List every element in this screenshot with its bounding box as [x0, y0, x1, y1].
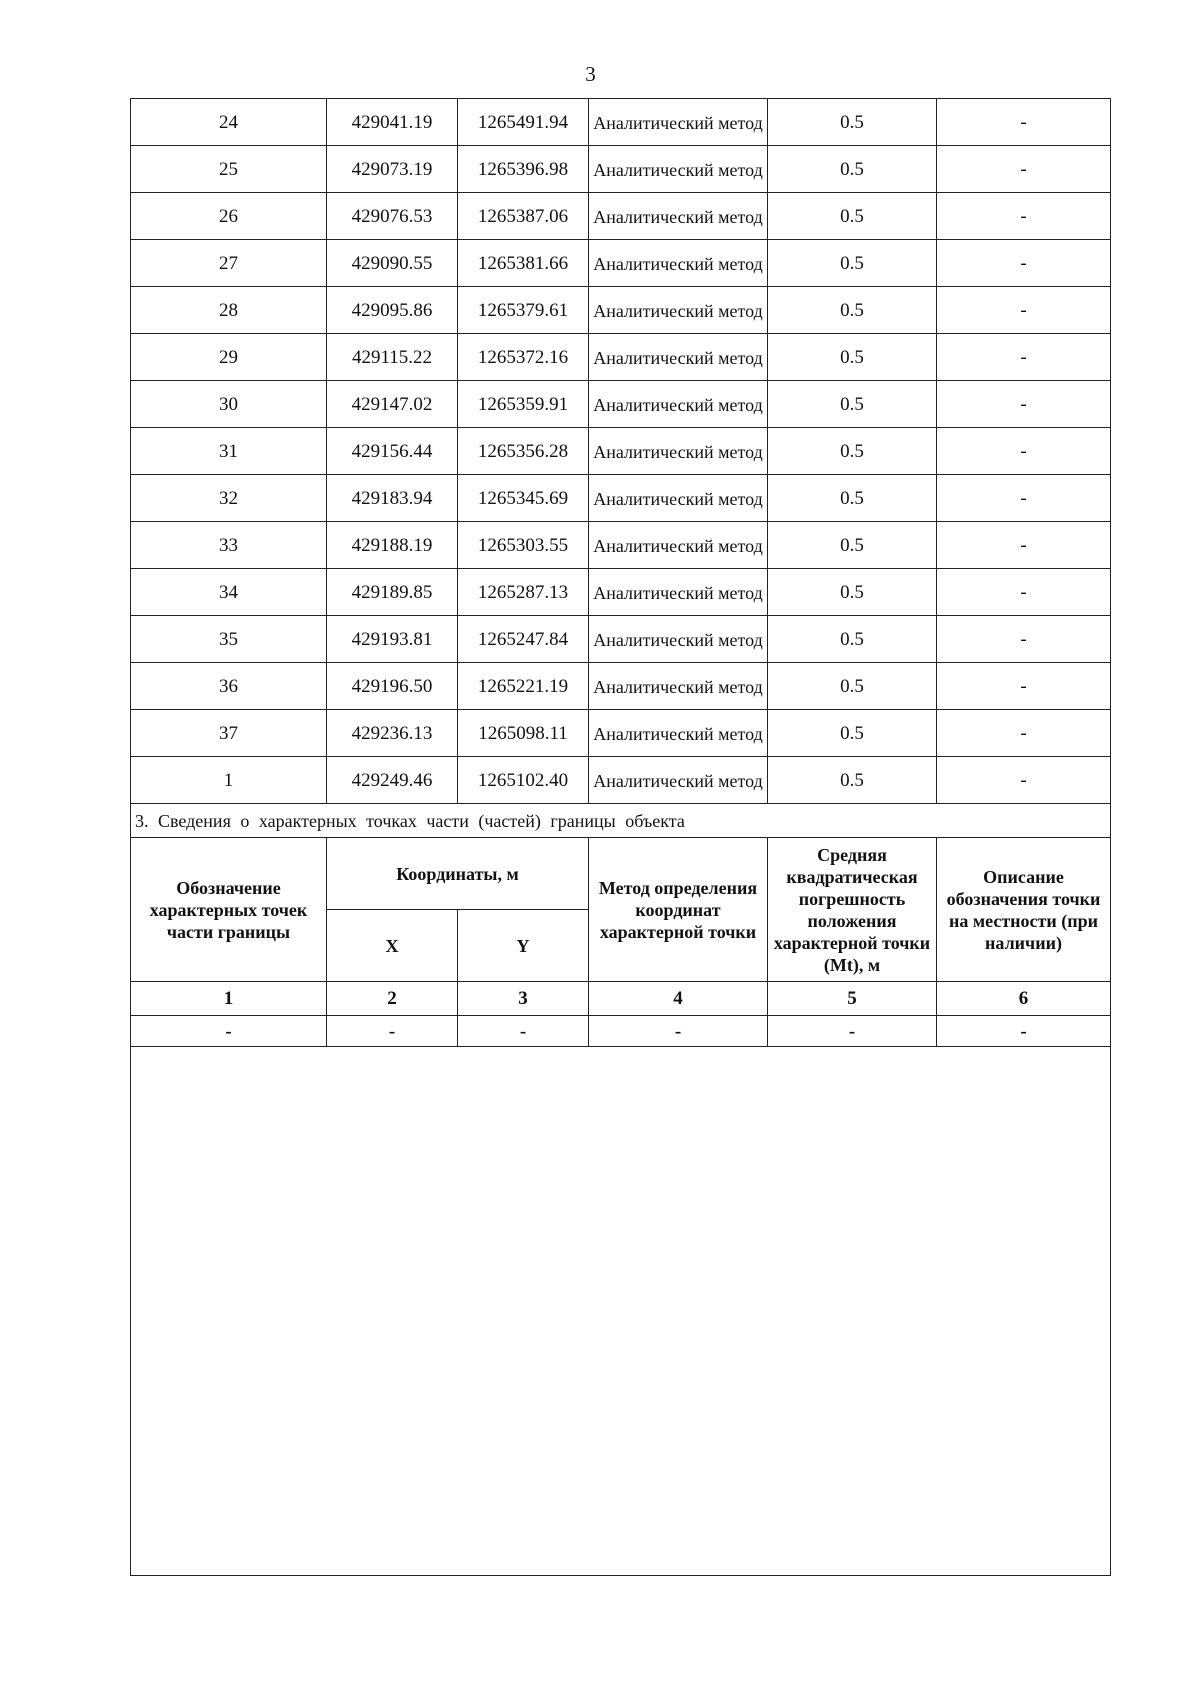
column-number: 6 — [937, 982, 1111, 1016]
coord-y: 1265379.61 — [458, 287, 589, 334]
coord-x: 429156.44 — [327, 428, 458, 475]
table-row — [131, 663, 1111, 710]
table-row — [131, 428, 1111, 475]
description: - — [937, 522, 1111, 569]
point-number: 31 — [131, 428, 327, 475]
method-text: Аналитический метод — [593, 159, 763, 180]
header-coordinates: Координаты, м — [327, 838, 589, 910]
mt-value: 0.5 — [768, 569, 937, 616]
table-row — [131, 710, 1111, 757]
method-text: Аналитический метод — [593, 488, 763, 509]
header-mt: Средняя квадратическая погрешность положения характерной точки (Mt), м — [768, 838, 937, 982]
table-row — [131, 475, 1111, 522]
coord-x: 429193.81 — [327, 616, 458, 663]
table-row — [131, 240, 1111, 287]
point-number: 33 — [131, 522, 327, 569]
point-number: 24 — [131, 99, 327, 146]
point-number: 29 — [131, 334, 327, 381]
description: - — [937, 710, 1111, 757]
coord-y: 1265345.69 — [458, 475, 589, 522]
mt-value: 0.5 — [768, 193, 937, 240]
method — [589, 99, 768, 146]
method — [589, 334, 768, 381]
coord-x: 429189.85 — [327, 569, 458, 616]
method — [589, 428, 768, 475]
coord-x: 429041.19 — [327, 99, 458, 146]
section3-title-row — [131, 804, 1111, 838]
description: - — [937, 240, 1111, 287]
point-number: 30 — [131, 381, 327, 428]
point-number: 28 — [131, 287, 327, 334]
description: - — [937, 334, 1111, 381]
table-row — [131, 757, 1111, 804]
coord-y: 1265356.28 — [458, 428, 589, 475]
coord-x: 429249.46 — [327, 757, 458, 804]
coord-x: 429095.86 — [327, 287, 458, 334]
mt-value: 0.5 — [768, 475, 937, 522]
column-number: 1 — [131, 982, 327, 1016]
mt-value: 0.5 — [768, 240, 937, 287]
empty-data-row — [131, 1016, 1111, 1047]
table-row — [131, 287, 1111, 334]
point-number: 26 — [131, 193, 327, 240]
mt-value: 0.5 — [768, 522, 937, 569]
point-number: 25 — [131, 146, 327, 193]
coord-x: 429236.13 — [327, 710, 458, 757]
header-description: Описание обозначения точки на местности (при наличии) — [937, 838, 1111, 982]
description: - — [937, 193, 1111, 240]
method-text: Аналитический метод — [593, 441, 763, 462]
coord-x: 429188.19 — [327, 522, 458, 569]
method — [589, 287, 768, 334]
point-number: 1 — [131, 757, 327, 804]
method — [589, 710, 768, 757]
table-row — [131, 569, 1111, 616]
coord-y: 1265303.55 — [458, 522, 589, 569]
column-numbers-row — [131, 982, 1111, 1016]
coord-y: 1265491.94 — [458, 99, 589, 146]
coord-y: 1265396.98 — [458, 146, 589, 193]
method-text: Аналитический метод — [593, 347, 763, 368]
header-point-designation: Обозначение характерных точек части границы — [131, 838, 327, 982]
method-text: Аналитический метод — [593, 253, 763, 274]
column-number: 5 — [768, 982, 937, 1016]
empty-cell: - — [589, 1016, 768, 1047]
header-method: Метод определения координат характерной точки — [589, 838, 768, 982]
page-number: 3 — [585, 62, 596, 86]
mt-value: 0.5 — [768, 616, 937, 663]
coord-y: 1265381.66 — [458, 240, 589, 287]
empty-cell: - — [768, 1016, 937, 1047]
empty-cell: - — [327, 1016, 458, 1047]
column-number: 2 — [327, 982, 458, 1016]
coord-y: 1265247.84 — [458, 616, 589, 663]
method — [589, 146, 768, 193]
description: - — [937, 569, 1111, 616]
method-text: Аналитический метод — [593, 770, 763, 791]
method-text: Аналитический метод — [593, 535, 763, 556]
point-number: 34 — [131, 569, 327, 616]
description: - — [937, 99, 1111, 146]
description: - — [937, 663, 1111, 710]
point-number: 37 — [131, 710, 327, 757]
blank-area-row — [131, 1047, 1111, 1576]
table-row — [131, 381, 1111, 428]
empty-cell: - — [131, 1016, 327, 1047]
method — [589, 663, 768, 710]
table-row — [131, 522, 1111, 569]
blank-area — [131, 1047, 1111, 1576]
method — [589, 475, 768, 522]
coord-x: 429147.02 — [327, 381, 458, 428]
coord-x: 429196.50 — [327, 663, 458, 710]
mt-value: 0.5 — [768, 428, 937, 475]
method-text: Аналитический метод — [593, 394, 763, 415]
method-text: Аналитический метод — [593, 206, 763, 227]
point-number: 32 — [131, 475, 327, 522]
coord-x: 429076.53 — [327, 193, 458, 240]
description: - — [937, 381, 1111, 428]
description: - — [937, 475, 1111, 522]
coord-y: 1265287.13 — [458, 569, 589, 616]
mt-value: 0.5 — [768, 146, 937, 193]
empty-cell: - — [458, 1016, 589, 1047]
mt-value: 0.5 — [768, 287, 937, 334]
coord-y: 1265102.40 — [458, 757, 589, 804]
method — [589, 757, 768, 804]
header-x: X — [327, 910, 458, 982]
method — [589, 569, 768, 616]
mt-value: 0.5 — [768, 99, 937, 146]
description: - — [937, 428, 1111, 475]
table-row — [131, 616, 1111, 663]
description: - — [937, 287, 1111, 334]
coord-x: 429073.19 — [327, 146, 458, 193]
method — [589, 616, 768, 663]
mt-value: 0.5 — [768, 663, 937, 710]
table-row — [131, 193, 1111, 240]
coord-y: 1265387.06 — [458, 193, 589, 240]
method-text: Аналитический метод — [593, 300, 763, 321]
coord-y: 1265372.16 — [458, 334, 589, 381]
mt-value: 0.5 — [768, 757, 937, 804]
method-text: Аналитический метод — [593, 582, 763, 603]
method-text: Аналитический метод — [593, 629, 763, 650]
description: - — [937, 146, 1111, 193]
coord-x: 429090.55 — [327, 240, 458, 287]
coord-x: 429115.22 — [327, 334, 458, 381]
method-text: Аналитический метод — [593, 676, 763, 697]
description: - — [937, 616, 1111, 663]
mt-value: 0.5 — [768, 710, 937, 757]
method-text: Аналитический метод — [593, 112, 763, 133]
table-row — [131, 334, 1111, 381]
coord-y: 1265359.91 — [458, 381, 589, 428]
section3-title: 3. Сведения о характерных точках части (частей) границы объекта — [131, 804, 1111, 838]
point-number: 36 — [131, 663, 327, 710]
method-text: Аналитический метод — [593, 723, 763, 744]
column-number: 4 — [589, 982, 768, 1016]
point-number: 27 — [131, 240, 327, 287]
empty-cell: - — [937, 1016, 1111, 1047]
method — [589, 193, 768, 240]
description: - — [937, 757, 1111, 804]
column-number: 3 — [458, 982, 589, 1016]
section3-header-row — [131, 838, 1111, 910]
table-row — [131, 99, 1111, 146]
mt-value: 0.5 — [768, 381, 937, 428]
point-number: 35 — [131, 616, 327, 663]
coord-y: 1265221.19 — [458, 663, 589, 710]
points-table-body — [131, 99, 1111, 804]
method — [589, 381, 768, 428]
mt-value: 0.5 — [768, 334, 937, 381]
method — [589, 522, 768, 569]
coord-y: 1265098.11 — [458, 710, 589, 757]
table-row — [131, 146, 1111, 193]
method — [589, 240, 768, 287]
header-y: Y — [458, 910, 589, 982]
coord-x: 429183.94 — [327, 475, 458, 522]
boundary-points-table — [130, 98, 1111, 1576]
